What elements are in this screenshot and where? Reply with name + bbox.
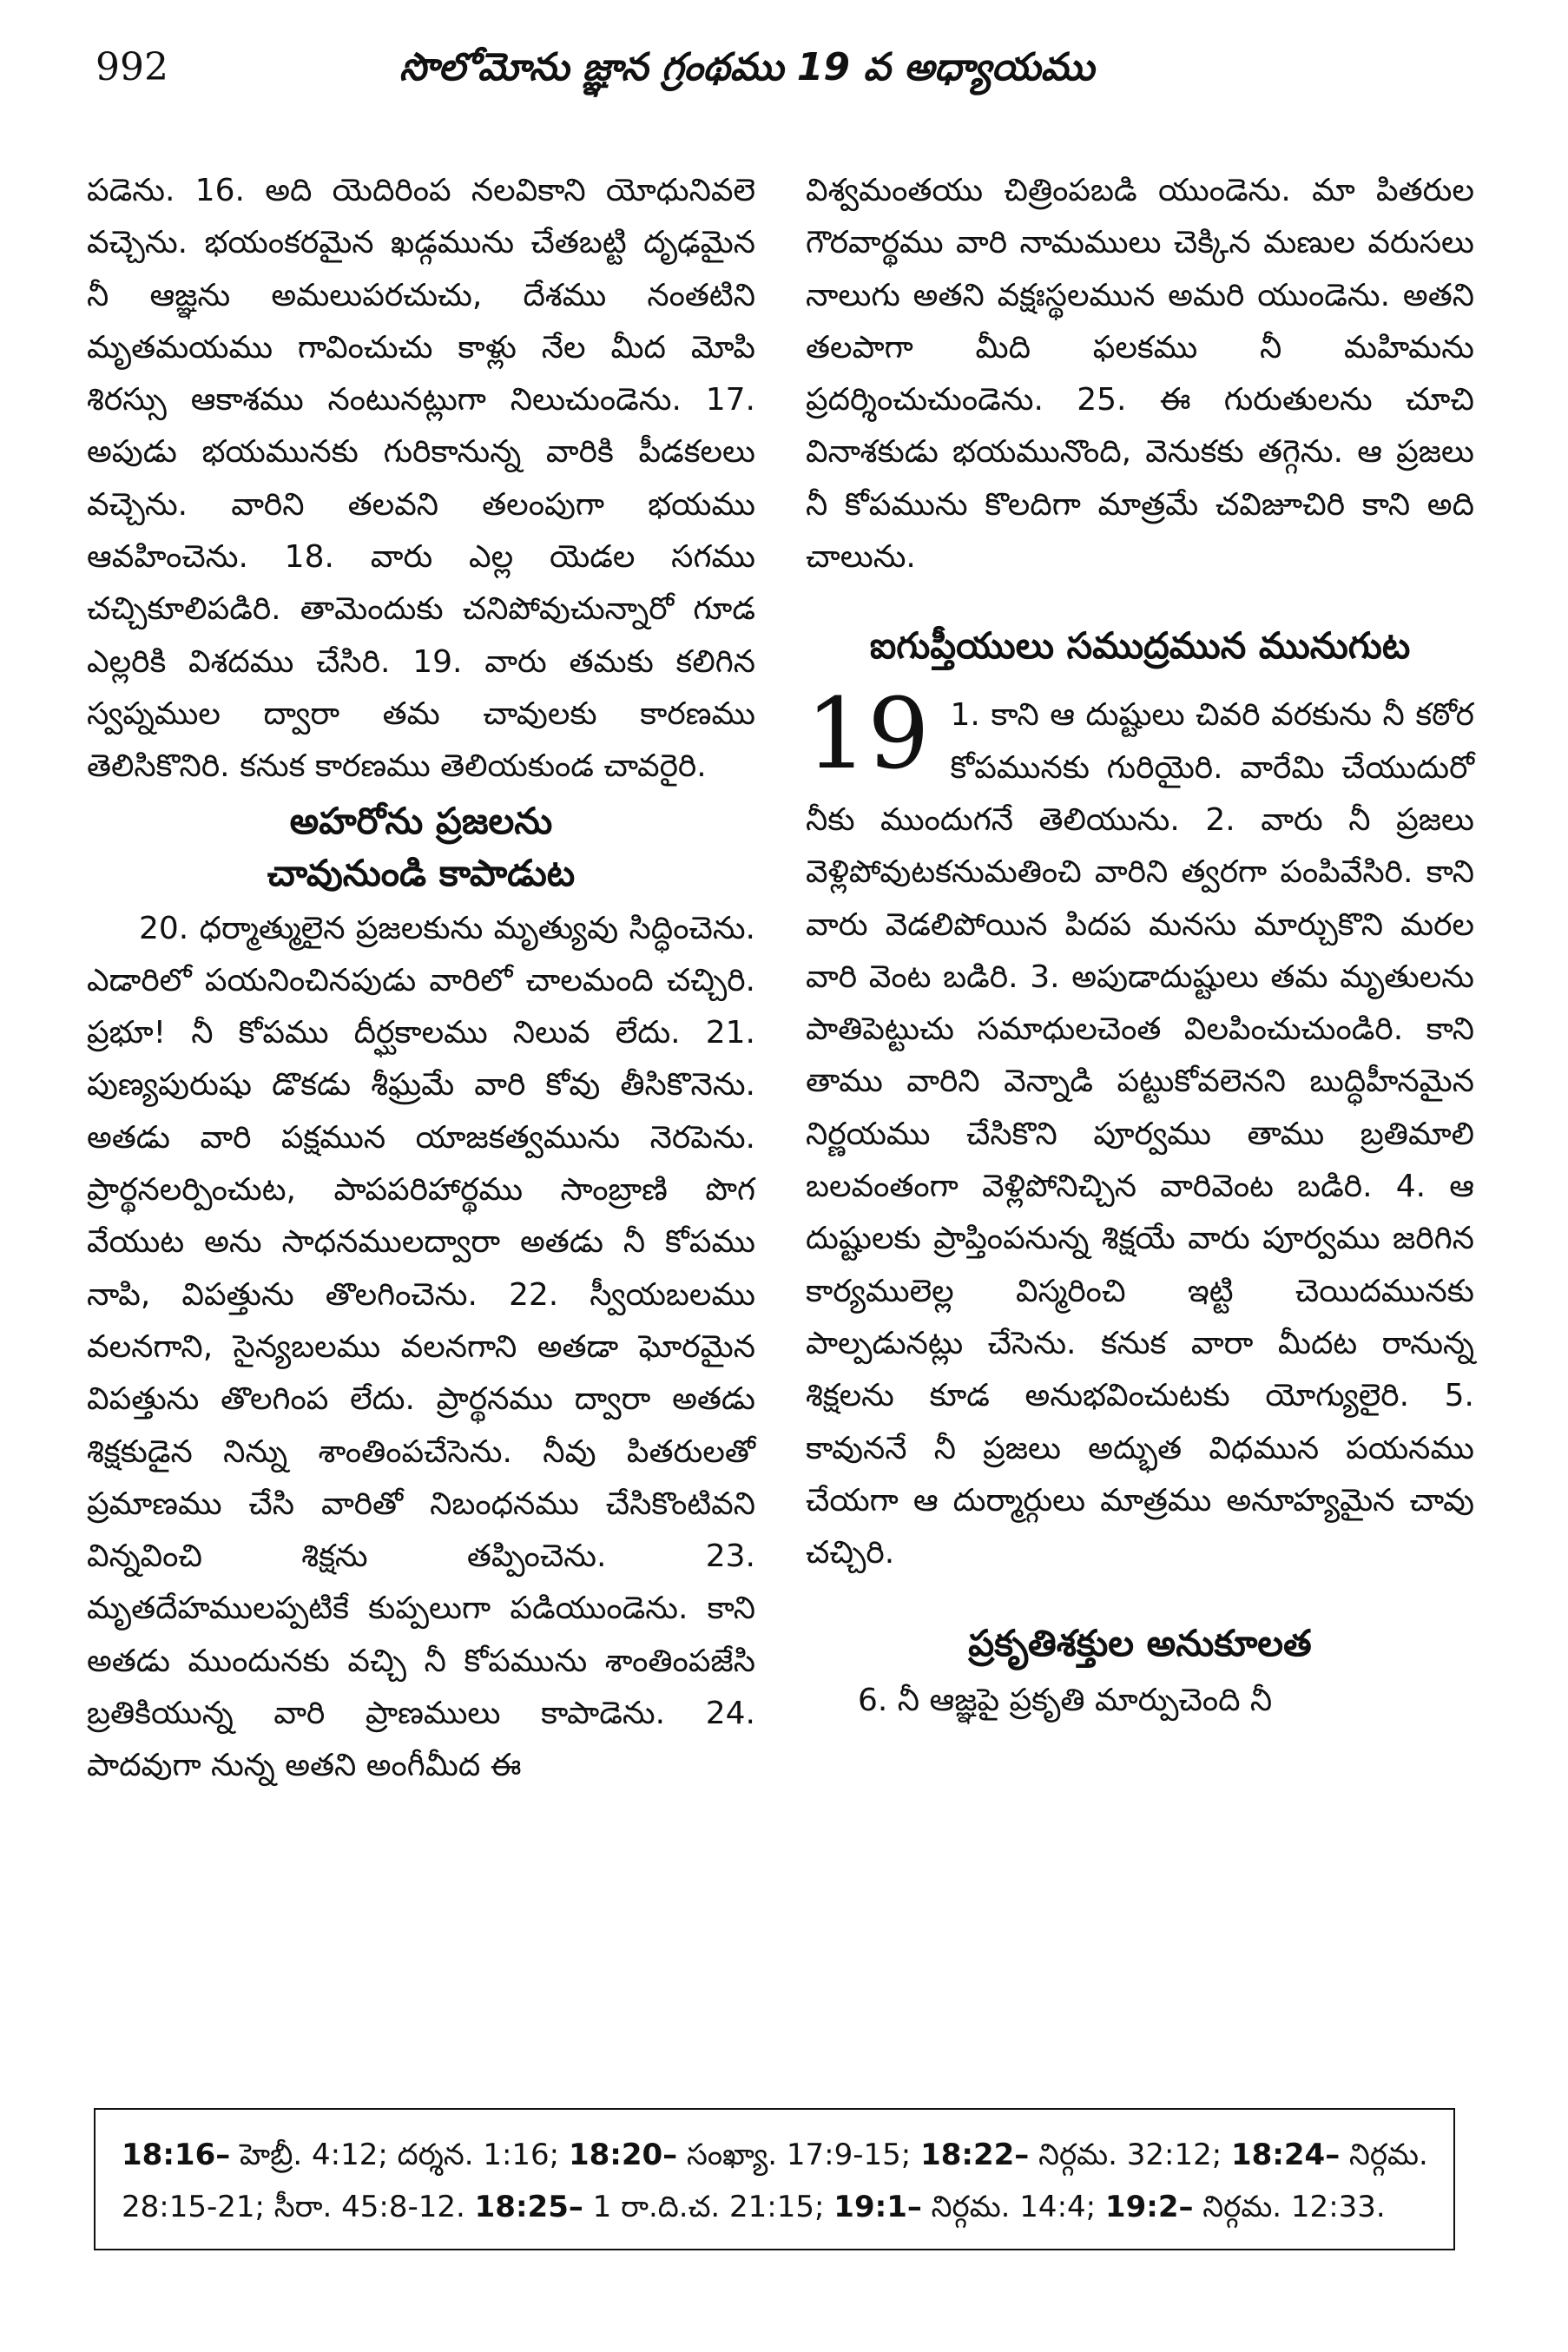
section-heading-line: అహరోను ప్రజలను: [289, 799, 553, 842]
ref-text: సంఖ్యా. 17:9-15;: [677, 2138, 921, 2172]
chapter-number: 19: [806, 678, 930, 792]
section-heading: [87, 795, 755, 899]
section-heading: ఐగుప్తీయులు సముద్రమున మునుగుట: [869, 624, 1411, 668]
right-column: [806, 165, 1474, 1728]
verse-ref: 18:22–: [920, 2138, 1030, 2172]
page-number: 992: [96, 45, 168, 89]
section-heading: ప్రకృతిశక్తుల అనుకూలత: [968, 1622, 1312, 1665]
chapter-paragraph: [806, 678, 1474, 1579]
section-heading-line: చావునుండి కాపాడుట: [267, 851, 576, 894]
left-column: [87, 165, 755, 1793]
verse-ref: 18:16–: [122, 2138, 231, 2172]
ref-text: 1 రా.ది.చ. 21:15;: [583, 2190, 834, 2224]
ref-text: నిర్గమ. 12:33.: [1193, 2190, 1386, 2224]
footnote-line: [122, 2129, 1427, 2181]
verse-ref: 19:1–: [833, 2190, 922, 2224]
footnote-line: [122, 2181, 1427, 2233]
body-paragraph: విశ్వమంతయు చిత్రింపబడి యుండెను. మా పితరుల గౌరవార్థము వారి నామములు చెక్కిన మణుల వరుసలు నాలుగు అతని వక్షఃస్థలమున అమరి యుండెను. అతని తలపాగా మీది ఫలకము నీ మహిమను ప్రదర్శించుచుండెను. 25. ఈ గురుతులను చూచి వినాశకుడు భయమునొంది, వెనుకకు తగ్గెను. ఆ ప్రజలు నీ కోపమును కొలదిగా మాత్రమే చవిజూచిరి కాని అది చాలును.: [806, 173, 1474, 576]
ref-text: హెబ్రీ. 4:12; దర్శన. 1:16;: [230, 2138, 569, 2172]
cross-reference-box: [94, 2108, 1455, 2250]
ref-text: నిర్గమ.: [1340, 2138, 1428, 2172]
body-paragraph: 1. కాని ఆ దుష్టులు చివరి వరకును నీ కఠోర కోపమునకు గురియైరి. వారేమి చేయుదురో నీకు ముందుగనే తెలియును. 2. వారు నీ ప్రజలు వెళ్లిపోవుటకనుమతించి వారిని త్వరగా పంపివేసిరి. కాని వారు వెడలిపోయిన పిదప మనసు మార్చుకొని మరల వారి వెంట బడిరి. 3. అపుడాదుష్టులు తమ మృతులను పాతిపెట్టుచు సమాధులచెంత విలపించుచుండిరి. కాని తాము వారిని వెన్నాడి పట్టుకోవలెనని బుద్ధిహీనమైన నిర్ణయము చేసికొని పూర్వము తాము బ్రతిమాలి బలవంతంగా వెళ్లిపోనిచ్చిన వారివెంట బడిరి. 4. ఆ దుష్టులకు ప్రాప్తింపనున్న శిక్షయే వారు పూర్వము జరిగిన కార్యములెల్ల విస్మరించి ఇట్టి చెయిదమునకు పాల్పడునట్లు చేసెను. కనుక వారా మీదట రానున్న శిక్షలను కూడ అనుభవించుటకు యోగ్యులైరి. 5. కావుననే నీ ప్రజలు అద్భుత విధమున పయనము చేయగా ఆ దుర్మార్గులు మాత్రము అనూహ్యమైన చావు చచ్చిరి.: [806, 697, 1474, 1571]
running-header: సొలోమోను జ్ఞాన గ్రంథము 19 వ అధ్యాయము: [399, 45, 1095, 89]
body-paragraph: పడెను. 16. అది యెదిరింప నలవికాని యోధునివలె వచ్చెను. భయంకరమైన ఖడ్గమును చేతబట్టి దృఢమైన నీ ఆజ్ఞను అమలుపరచుచు, దేశము నంతటిని మృతమయము గావించుచు కాళ్లు నేల మీద మోపి శిరస్సు ఆకాశము నంటునట్లుగా నిలుచుండెను. 17. అపుడు భయమునకు గురికానున్న వారికి పీడకలలు వచ్చెను. వారిని తలవని తలంపుగా భయము ఆవహించెను. 18. వారు ఎల్ల యెడల సగము చచ్చికూలిపడిరి. తామెందుకు చనిపోవుచున్నారో గూడ ఎల్లరికి విశదము చేసిరి. 19. వారు తమకు కలిగిన స్వప్నముల ద్వారా తమ చావులకు కారణము తెలిసికొనిరి. కనుక కారణము తెలియకుండ చావరైరి.: [87, 173, 755, 785]
ref-text: నిర్గమ. 14:4;: [921, 2190, 1105, 2224]
verse-ref: 18:20–: [568, 2138, 678, 2172]
verse-ref: 18:25–: [474, 2190, 583, 2224]
ref-text: నిర్గమ. 32:12;: [1029, 2138, 1231, 2172]
body-paragraph: 20. ధర్మాత్ములైన ప్రజలకును మృత్యువు సిద్ధించెను. ఎడారిలో పయనించినపుడు వారిలో చాలమంది చచ్చిరి. ప్రభూ! నీ కోపము దీర్ఘకాలము నిలువ లేదు. 21. పుణ్యపురుషు డొకడు శీఘ్రమే వారి కోవు తీసికొనెను. అతడు వారి పక్షమున యాజకత్వమును నెరపెను. ప్రార్థనలర్పించుట, పాపపరిహార్థము సాంబ్రాణి పొగ వేయుట అను సాధనములద్వారా అతడు నీ కోపము నాపి, విపత్తును తొలగించెను. 22. స్వీయబలము వలనగాని, సైన్యబలము వలనగాని అతడా ఘోరమైన విపత్తును తొలగింప లేదు. ప్రార్థనము ద్వారా అతడు శిక్షకుడైన నిన్ను శాంతింపచేసెను. నీవు పితరులతో ప్రమాణము చేసి వారితో నిబంధనము చేసికొంటివని విన్నవించి శిక్షను తప్పించెను. 23. మృతదేహములప్పటికే కుప్పలుగా పడియుండెను. కాని అతడు ముందునకు వచ్చి నీ కోపమును శాంతింపజేసి బ్రతికియున్న వారి ప్రాణములు కాపాడెను. 24. పాదవుగా నున్న అతని అంగీమీద ఈ: [87, 910, 755, 1784]
body-paragraph: 6. నీ ఆజ్ఞపై ప్రకృతి మార్పుచెంది నీ: [858, 1683, 1273, 1719]
ref-text: 28:15-21; సీరా. 45:8-12.: [122, 2190, 475, 2224]
verse-ref: 18:24–: [1230, 2138, 1341, 2172]
verse-ref: 19:2–: [1104, 2190, 1194, 2224]
